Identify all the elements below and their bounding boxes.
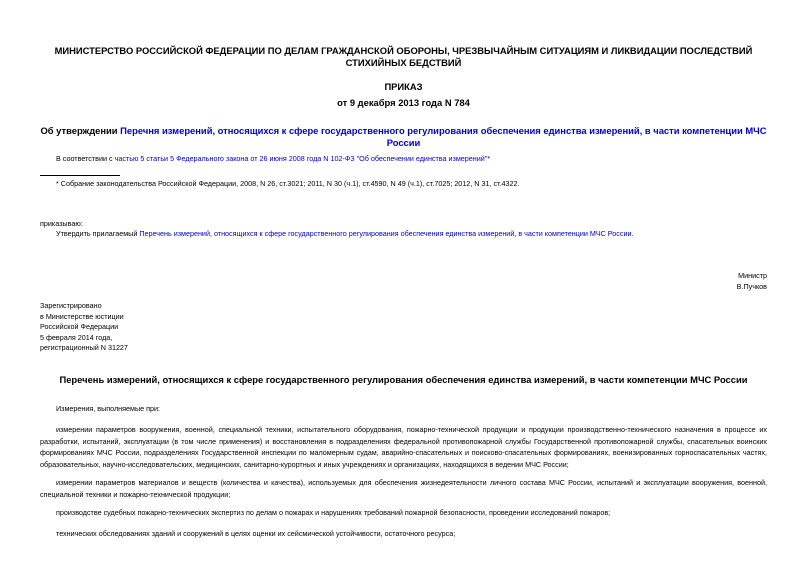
list-intro: Измерения, выполняемые при: [56, 404, 161, 413]
basis-prefix: В соответствии с [56, 154, 115, 163]
list-item: измерении параметров материалов и веществ (количества и качества), используемых для обеспечения жизнедеятельности личного состава МЧС России, испытаний и эксплуатации вооружения, военной, специальной техники и пожарно-технической продукции; [40, 478, 767, 499]
signature-name: В.Пучков [736, 282, 767, 291]
order-list-link[interactable]: Перечень измерений, относящихся к сфере государственного регулирования обеспечения единства измерений, в части компетенции МЧС России [139, 229, 632, 238]
order-prefix: Утвердить прилагаемый [56, 229, 140, 238]
order-suffix: . [631, 229, 634, 238]
footnote-text: * Собрание законодательства Российской Федерации, 2008, N 26, ст.3021; 2011, N 30 (ч.1), ст.4590, N 49 (ч.1), ст.7025; 2012, N 31, ст.4322. [56, 179, 520, 188]
doc-title-prefix: Об утверждении [40, 125, 121, 136]
footnote-divider [40, 175, 120, 176]
registration-line: регистрационный N 31227 [40, 343, 128, 353]
basis-law-link[interactable]: частью 5 статьи 5 Федерального закона от 26 июня 2008 года N 102-ФЗ "Об обеспечении единства измерений"* [114, 154, 491, 163]
doc-type: ПРИКАЗ [384, 81, 423, 92]
list-item: технических обследованиях зданий и сооружений в целях оценки их сейсмической устойчивости, остаточного ресурса; [56, 529, 456, 538]
registration-line: 5 февраля 2014 года, [40, 332, 113, 342]
doc-title-link[interactable]: Перечня измерений, относящихся к сфере государственного регулирования обеспечения единства измерений, в части компетенции МЧС России [120, 125, 767, 148]
order-keyword: приказываю: [40, 219, 83, 228]
list-item: измерении параметров вооружения, военной, специальной техники, испытательного оборудования, пожарно-технической продукции и продукции производственно-технического назначения в процессе их разработки, испытаний, эксплуатации (в том числе применения) и восстановления в подразделениях федеральной противопожарной службы Государственной противопожарной службы, спасательных воинских формированиях МЧС России, подразделениях Государственной инспекции по маломерным судам, аварийно-спасательных и поисково-спасательных формированиях, военизированных горноспасательных частях, образовательных, научно-исследовательских, медицинских, санитарно-курортных и иных учреждениях и организациях, находящихся в ведении МЧС России; [40, 425, 767, 469]
registration-line: в Министерстве юстиции [40, 311, 124, 321]
registration-block [40, 301, 128, 354]
registration-line: Зарегистрировано [40, 301, 102, 310]
basis-paragraph [56, 154, 490, 165]
signature-position: Министр [738, 271, 767, 280]
list-heading: Перечень измерений, относящихся к сфере государственного регулирования обеспечения единства измерений, в части компетенции МЧС России [59, 374, 748, 385]
ministry-header: МИНИСТЕРСТВО РОССИЙСКОЙ ФЕДЕРАЦИИ ПО ДЕЛАМ ГРАЖДАНСКОЙ ОБОРОНЫ, ЧРЕЗВЫЧАЙНЫМ СИТУАЦИЯМ И ЛИКВИДАЦИИ ПОСЛЕДСТВИЙ СТИХИЙНЫХ БЕДСТВИЙ [54, 45, 753, 68]
order-paragraph [56, 229, 634, 240]
doc-title [40, 125, 767, 149]
list-item: производстве судебных пожарно-технических экспертиз по делам о пожарах и нарушениях требований пожарной безопасности, проведении исследований пожаров; [56, 508, 611, 517]
doc-date-number: от 9 декабря 2013 года N 784 [337, 97, 470, 108]
registration-line: Российской Федерации [40, 322, 119, 332]
